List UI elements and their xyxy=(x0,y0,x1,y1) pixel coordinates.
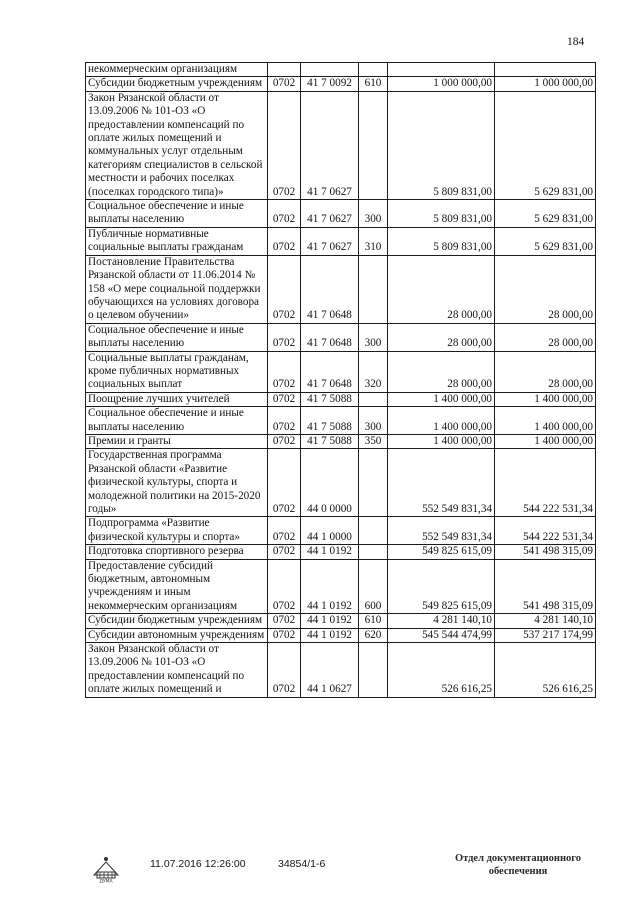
amount-second-year: 4 281 140,10 xyxy=(495,614,596,628)
expense-type-code: 310 xyxy=(359,227,388,255)
row-name: Социальное обеспечение и иные выплаты населению xyxy=(86,323,268,351)
target-article-code: 44 1 0192 xyxy=(301,559,359,614)
table-row xyxy=(86,434,596,448)
table-row xyxy=(86,517,596,545)
expense-type-code xyxy=(359,91,388,199)
target-article-code: 41 7 0648 xyxy=(301,255,359,323)
amount-first-year: 28 000,00 xyxy=(388,351,495,392)
table-row xyxy=(86,545,596,559)
amount-first-year: 552 549 831,34 xyxy=(388,449,495,517)
amount-second-year: 28 000,00 xyxy=(495,351,596,392)
target-article-code: 41 7 0627 xyxy=(301,200,359,228)
table-row xyxy=(86,407,596,435)
target-article-code: 44 0 0000 xyxy=(301,449,359,517)
budget-table-body xyxy=(86,63,596,698)
amount-second-year: 544 222 531,34 xyxy=(495,449,596,517)
amount-second-year: 526 616,25 xyxy=(495,643,596,698)
target-article-code xyxy=(301,63,359,77)
amount-second-year: 541 498 315,09 xyxy=(495,545,596,559)
table-row xyxy=(86,351,596,392)
target-article-code: 44 1 0192 xyxy=(301,545,359,559)
section-code: 0702 xyxy=(268,77,301,91)
section-code: 0702 xyxy=(268,351,301,392)
amount-second-year: 1 000 000,00 xyxy=(495,77,596,91)
row-name: Субсидии бюджетным учреждениям xyxy=(86,614,268,628)
section-code: 0702 xyxy=(268,91,301,199)
amount-first-year: 5 809 831,00 xyxy=(388,227,495,255)
row-name: некоммерческим организациям xyxy=(86,63,268,77)
expense-type-code: 320 xyxy=(359,351,388,392)
table-row xyxy=(86,392,596,406)
amount-second-year: 5 629 831,00 xyxy=(495,227,596,255)
amount-second-year xyxy=(495,63,596,77)
amount-second-year: 1 400 000,00 xyxy=(495,392,596,406)
table-row xyxy=(86,628,596,642)
section-code xyxy=(268,63,301,77)
row-name: Закон Рязанской области от 13.09.2006 № 101-ОЗ «О предоставлении компенсаций по оплате жилых помещений и коммунальных услуг отдельным категориям специалистов в сельской местности и рабочих поселках (поселках городского типа)» xyxy=(86,91,268,199)
amount-first-year: 28 000,00 xyxy=(388,323,495,351)
expense-type-code xyxy=(359,392,388,406)
target-article-code: 44 1 0000 xyxy=(301,517,359,545)
expense-type-code: 300 xyxy=(359,200,388,228)
footer xyxy=(0,852,640,902)
amount-first-year: 1 400 000,00 xyxy=(388,407,495,435)
row-name: Подпрограмма «Развитие физической культуры и спорта» xyxy=(86,517,268,545)
amount-first-year: 1 400 000,00 xyxy=(388,434,495,448)
amount-first-year: 5 809 831,00 xyxy=(388,200,495,228)
row-name: Субсидии бюджетным учреждениям xyxy=(86,77,268,91)
amount-second-year: 28 000,00 xyxy=(495,323,596,351)
stamp-line-1: Отдел документационного xyxy=(454,853,582,864)
target-article-code: 41 7 0092 xyxy=(301,77,359,91)
row-name: Постановление Правительства Рязанской области от 11.06.2014 № 158 «О мере социальной поддержки обучающихся на условиях договора о целевом обучении» xyxy=(86,255,268,323)
section-code: 0702 xyxy=(268,559,301,614)
table-row xyxy=(86,614,596,628)
row-name: Предоставление субсидий бюджетным, автономным учреждениям и иным некоммерческим организациям xyxy=(86,559,268,614)
row-name: Премии и гранты xyxy=(86,434,268,448)
table-row xyxy=(86,63,596,77)
row-name: Закон Рязанской области от 13.09.2006 № 101-ОЗ «О предоставлении компенсаций по оплате жилых помещений и xyxy=(86,643,268,698)
section-code: 0702 xyxy=(268,545,301,559)
row-name: Социальное обеспечение и иные выплаты населению xyxy=(86,407,268,435)
amount-second-year: 5 629 831,00 xyxy=(495,91,596,199)
page-number: 184 xyxy=(567,36,585,48)
table-row xyxy=(86,91,596,199)
amount-second-year: 1 400 000,00 xyxy=(495,434,596,448)
row-name: Публичные нормативные социальные выплаты гражданам xyxy=(86,227,268,255)
section-code: 0702 xyxy=(268,407,301,435)
section-code: 0702 xyxy=(268,517,301,545)
section-code: 0702 xyxy=(268,434,301,448)
expense-type-code xyxy=(359,63,388,77)
amount-first-year: 5 809 831,00 xyxy=(388,91,495,199)
amount-first-year: 552 549 831,34 xyxy=(388,517,495,545)
amount-first-year: 526 616,25 xyxy=(388,643,495,698)
budget-table xyxy=(85,62,596,698)
target-article-code: 41 7 5088 xyxy=(301,434,359,448)
table-row xyxy=(86,449,596,517)
expense-type-code xyxy=(359,643,388,698)
expense-type-code: 610 xyxy=(359,77,388,91)
footer-doc-number: 34854/1-6 xyxy=(278,858,326,870)
expense-type-code: 300 xyxy=(359,323,388,351)
table-row xyxy=(86,227,596,255)
section-code: 0702 xyxy=(268,227,301,255)
row-name: Субсидии автономным учреждениям xyxy=(86,628,268,642)
target-article-code: 41 7 0648 xyxy=(301,351,359,392)
amount-first-year xyxy=(388,63,495,77)
amount-second-year: 1 400 000,00 xyxy=(495,407,596,435)
expense-type-code: 300 xyxy=(359,407,388,435)
table-row xyxy=(86,559,596,614)
expense-type-code xyxy=(359,545,388,559)
table-row xyxy=(86,255,596,323)
section-code: 0702 xyxy=(268,392,301,406)
amount-first-year: 549 825 615,09 xyxy=(388,545,495,559)
amount-first-year: 549 825 615,09 xyxy=(388,559,495,614)
target-article-code: 41 7 5088 xyxy=(301,392,359,406)
duma-logo-icon xyxy=(86,853,126,883)
svg-text:ДУМА: ДУМА xyxy=(99,879,113,883)
amount-first-year: 1 400 000,00 xyxy=(388,392,495,406)
expense-type-code: 620 xyxy=(359,628,388,642)
expense-type-code xyxy=(359,449,388,517)
section-code: 0702 xyxy=(268,255,301,323)
expense-type-code xyxy=(359,255,388,323)
stamp-line-2: обеспечения xyxy=(488,866,548,877)
document-department-stamp xyxy=(438,852,598,878)
row-name: Государственная программа Рязанской области «Развитие физической культуры, спорта и молодежной политики на 2015-2020 годы» xyxy=(86,449,268,517)
section-code: 0702 xyxy=(268,449,301,517)
expense-type-code: 600 xyxy=(359,559,388,614)
target-article-code: 41 7 0627 xyxy=(301,91,359,199)
amount-second-year: 5 629 831,00 xyxy=(495,200,596,228)
expense-type-code: 350 xyxy=(359,434,388,448)
expense-type-code xyxy=(359,517,388,545)
target-article-code: 44 1 0192 xyxy=(301,628,359,642)
amount-first-year: 545 544 474,99 xyxy=(388,628,495,642)
row-name: Социальное обеспечение и иные выплаты населению xyxy=(86,200,268,228)
section-code: 0702 xyxy=(268,323,301,351)
target-article-code: 41 7 5088 xyxy=(301,407,359,435)
amount-second-year: 28 000,00 xyxy=(495,255,596,323)
section-code: 0702 xyxy=(268,628,301,642)
amount-first-year: 28 000,00 xyxy=(388,255,495,323)
table-row xyxy=(86,77,596,91)
section-code: 0702 xyxy=(268,643,301,698)
amount-first-year: 4 281 140,10 xyxy=(388,614,495,628)
table-row xyxy=(86,323,596,351)
section-code: 0702 xyxy=(268,614,301,628)
row-name: Социальные выплаты гражданам, кроме публичных нормативных социальных выплат xyxy=(86,351,268,392)
amount-second-year: 541 498 315,09 xyxy=(495,559,596,614)
row-name: Поощрение лучших учителей xyxy=(86,392,268,406)
target-article-code: 41 7 0648 xyxy=(301,323,359,351)
target-article-code: 41 7 0627 xyxy=(301,227,359,255)
amount-second-year: 537 217 174,99 xyxy=(495,628,596,642)
expense-type-code: 610 xyxy=(359,614,388,628)
section-code: 0702 xyxy=(268,200,301,228)
footer-date: 11.07.2016 12:26:00 xyxy=(150,858,246,870)
row-name: Подготовка спортивного резерва xyxy=(86,545,268,559)
amount-first-year: 1 000 000,00 xyxy=(388,77,495,91)
target-article-code: 44 1 0192 xyxy=(301,614,359,628)
table-row xyxy=(86,200,596,228)
target-article-code: 44 1 0627 xyxy=(301,643,359,698)
table-row xyxy=(86,643,596,698)
amount-second-year: 544 222 531,34 xyxy=(495,517,596,545)
